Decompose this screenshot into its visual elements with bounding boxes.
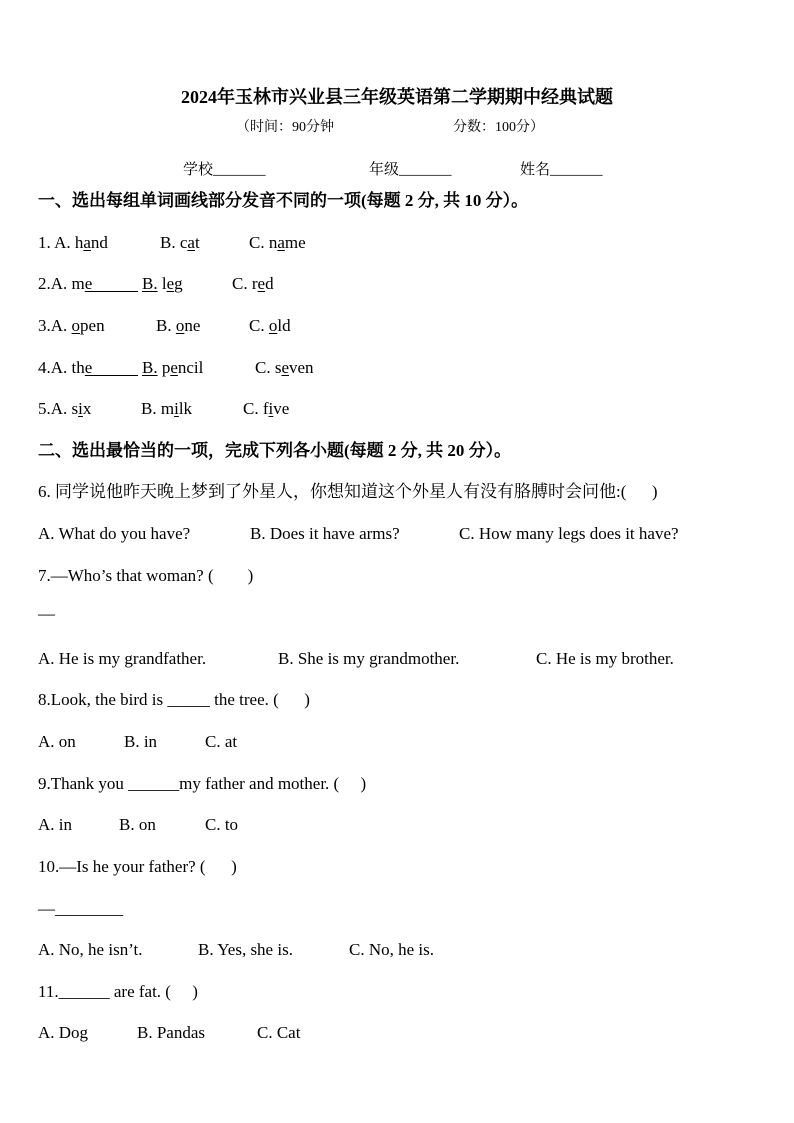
underlined-letters: a [83,233,91,252]
underlined-letters: i [174,399,179,418]
word-part: p [157,358,171,377]
option-b [142,357,203,379]
question-10-options [0,939,794,961]
word-part: ncil [177,358,204,377]
option-c: C. No, he is. [349,940,434,959]
time-limit: （时间：90分钟 [236,120,334,135]
option-label: A. [50,358,72,377]
option-label: B. [141,399,161,418]
option-label: C. [255,358,275,377]
word-part: nd [90,233,108,252]
underlined-letters: a [187,233,195,252]
option-b [142,273,183,295]
option-label: B. [142,358,158,377]
underlined-letters: o [71,316,81,335]
answer-blank: —________ [38,899,123,918]
option-b [141,398,192,420]
question-number: 2. [38,274,51,293]
question-11-stem [0,981,794,1003]
option-c: C. He is my brother. [536,649,674,668]
option-label: A. [54,233,75,252]
word-part: m [71,274,85,293]
question-10-stem [0,856,794,878]
exam-info [0,117,794,139]
option-b: B. Does it have arms? [250,524,400,543]
word-part: g [174,274,183,293]
question-10-answer-line [0,898,794,920]
student-info [0,159,794,181]
question-number: 5. [38,399,51,418]
question-number: 1. [38,233,55,252]
question-text: 6. 同学说他昨天晚上梦到了外星人，你想知道这个外星人有没有胳膊时会问他:( ) [38,482,658,501]
question-text: 7.—Who’s that woman? ( ) [38,566,254,585]
underline-gap [92,291,138,292]
underline-gap [92,375,138,376]
question-7-options [0,648,794,670]
option-c [243,398,289,420]
page-title: 2024年玉林市兴业县三年级英语第二学期期中经典试题 [181,87,613,107]
word-part: l [157,274,167,293]
option-c: C. How many legs does it have? [459,524,679,543]
underlined-letters: e [84,274,93,293]
option-c [249,232,306,254]
option-a: A. He is my grandfather. [38,649,207,668]
question-5 [0,398,794,420]
option-label: B. [142,274,158,293]
question-number: 3. [38,316,51,335]
question-1 [0,232,794,254]
option-a: A. What do you have? [38,524,191,543]
word-part: s [71,399,79,418]
word-part: t [194,233,200,252]
option-label: B. [156,316,176,335]
question-text: 10.—Is he your father? ( ) [38,857,237,876]
total-score: 分数：100分） [453,120,544,135]
word-part: n [268,233,278,252]
option-c [255,357,314,379]
option-c: C. to [205,815,239,834]
word-part: ld [277,316,291,335]
option-c: C. at [205,732,238,751]
underlined-letters: i [78,399,83,418]
question-text: 8.Look, the bird is _____ the tree. ( ) [38,690,310,709]
option-b: B. in [124,732,158,751]
word-part: d [265,274,274,293]
option-label: C. [243,399,263,418]
word-part: ven [289,358,314,377]
question-9-stem [0,773,794,795]
underlined-letters: e [257,274,266,293]
word-part: s [274,358,282,377]
word-part: x [82,399,92,418]
option-c [249,315,291,337]
option-b: B. on [119,815,156,834]
option-b: B. Yes, she is. [198,940,293,959]
option-c [232,273,274,295]
name-field: 姓名_______ [520,162,603,178]
option-a [38,398,91,420]
question-7-stem [0,565,794,587]
question-2 [0,273,794,295]
school-field: 学校_______ [183,162,266,178]
underlined-letters: o [268,316,278,335]
option-c: C. Cat [257,1023,301,1042]
underlined-letters: o [175,316,185,335]
option-a: A. in [38,815,72,834]
question-6-stem [0,481,794,503]
option-a [38,315,105,337]
section-heading-text: 一、选出每组单词画线部分发音不同的一项(每题 2 分, 共 10 分）。 [38,191,529,210]
option-label: A. [50,274,72,293]
question-text: 9.Thank you ______my father and mother. ( ) [38,774,367,793]
underlined-letters: e [166,274,175,293]
option-label: B. [160,233,180,252]
word-part: th [71,358,85,377]
question-6-options [0,523,794,545]
word-part: r [251,274,258,293]
section-2-heading [0,440,794,462]
option-b: B. She is my grandmother. [278,649,460,668]
section-1-heading [0,190,794,212]
option-label: A. [50,399,72,418]
grade-field: 年级_______ [369,162,452,178]
option-b: B. Pandas [137,1023,205,1042]
word-part: h [74,233,84,252]
option-label: C. [232,274,252,293]
option-a: A. Dog [38,1023,89,1042]
question-number: 4. [38,358,51,377]
word-part: ve [273,399,290,418]
option-a: A. No, he isn’t. [38,940,143,959]
question-text: 11.______ are fat. ( ) [38,982,198,1001]
word-part: m [160,399,175,418]
option-label: A. [50,316,72,335]
underlined-letters: i [268,399,274,418]
underlined-letters: e [281,358,290,377]
question-11-options [0,1022,794,1044]
word-part: ne [184,316,201,335]
word-part: pen [80,316,105,335]
underlined-letters: a [277,233,285,252]
option-b [160,232,200,254]
question-4 [0,357,794,379]
option-label: C. [249,316,269,335]
word-part: f [262,399,269,418]
word-part: lk [178,399,193,418]
option-a: A. on [38,732,76,751]
option-label: C. [249,233,269,252]
question-8-stem [0,689,794,711]
underlined-letters: e [170,358,178,377]
option-a [38,232,108,254]
word-part: c [179,233,188,252]
answer-dash: — [38,604,55,623]
option-a [38,273,138,295]
option-a [38,357,138,379]
question-7-answer-line [0,603,794,625]
option-b [156,315,200,337]
question-3 [0,315,794,337]
question-8-options [0,731,794,753]
section-heading-text: 二、选出最恰当的一项，完成下列各小题(每题 2 分, 共 20 分）。 [38,441,512,460]
word-part: me [284,233,306,252]
underlined-letters: e [84,358,93,377]
question-9-options [0,814,794,836]
